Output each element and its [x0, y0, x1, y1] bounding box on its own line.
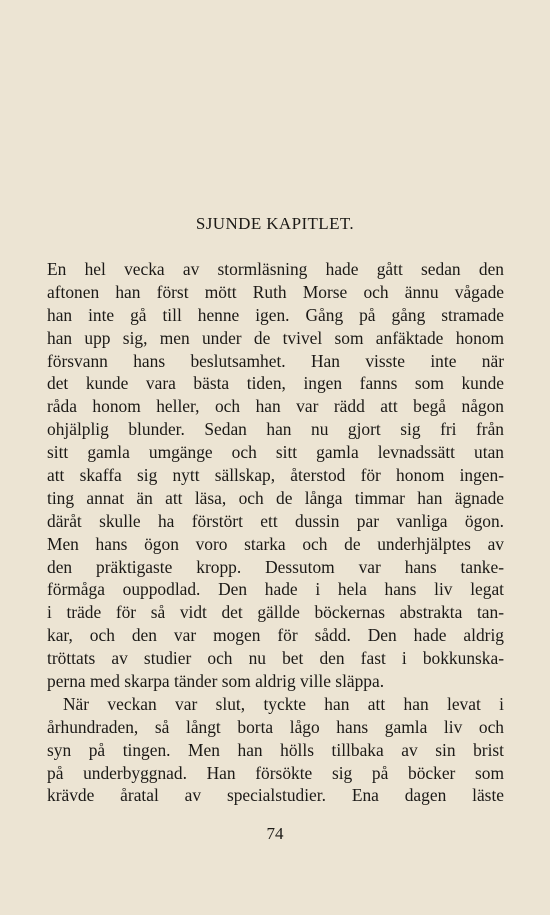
- text-line: När veckan var slut, tyckte han att han levat i: [63, 693, 504, 714]
- text-line: det kunde vara bästa tiden, ingen fanns som kunde: [47, 373, 504, 394]
- text-line: Men hans ögon voro starka och de underhjälptes av: [47, 533, 504, 554]
- text-line: han inte gå till henne igen. Gång på gång stramade: [47, 304, 504, 325]
- chapter-title: SJUNDE KAPITLET.: [195, 214, 355, 233]
- text-line: ting annat än att läsa, och de långa timmar han ägnade: [47, 487, 504, 508]
- text-line: ohjälplig blunder. Sedan han nu gjort sig fri från: [47, 419, 504, 440]
- text-line: i träde för så vidt det gällde böckernas abstrakta tan-: [47, 602, 504, 623]
- text-line: på underbyggnad. Han försökte sig på böcker som: [47, 762, 504, 783]
- text-line: krävde åratal av specialstudier. Ena dagen läste: [47, 785, 504, 806]
- text-line: den präktigaste kropp. Dessutom var hans tanke-: [47, 556, 504, 577]
- text-line: sitt gamla umgänge och sitt gamla levnadssätt utan: [47, 442, 504, 463]
- text-line: århundraden, så långt borta lågo hans gamla liv och: [47, 716, 504, 737]
- body-text: [47, 258, 504, 807]
- text-line: råda honom heller, och han var rädd att begå någon: [47, 396, 504, 417]
- page-number: 74: [266, 824, 284, 843]
- text-line: aftonen han först mött Ruth Morse och ännu vågade: [47, 281, 504, 302]
- text-line: han upp sig, men under de tvivel som anfäktade honom: [47, 327, 504, 348]
- text-line: tröttats av studier och nu bet den fast i bokkunska-: [47, 648, 504, 669]
- text-line: försvann hans beslutsamhet. Han visste inte när: [47, 350, 504, 371]
- text-line: förmåga ouppodlad. Den hade i hela hans liv legat: [47, 579, 504, 600]
- text-line: syn på tingen. Men han hölls tillbaka av sin brist: [47, 739, 504, 760]
- text-line: kar, och den var mogen för sådd. Den hade aldrig: [47, 625, 504, 646]
- text-line: perna med skarpa tänder som aldrig ville släppa.: [47, 671, 385, 692]
- text-line: däråt skulle ha förstört ett dussin par vanliga ögon.: [47, 510, 504, 531]
- text-line: att skaffa sig nytt sällskap, återstod för honom ingen-: [47, 465, 504, 486]
- text-line: En hel vecka av stormläsning hade gått sedan den: [47, 259, 504, 279]
